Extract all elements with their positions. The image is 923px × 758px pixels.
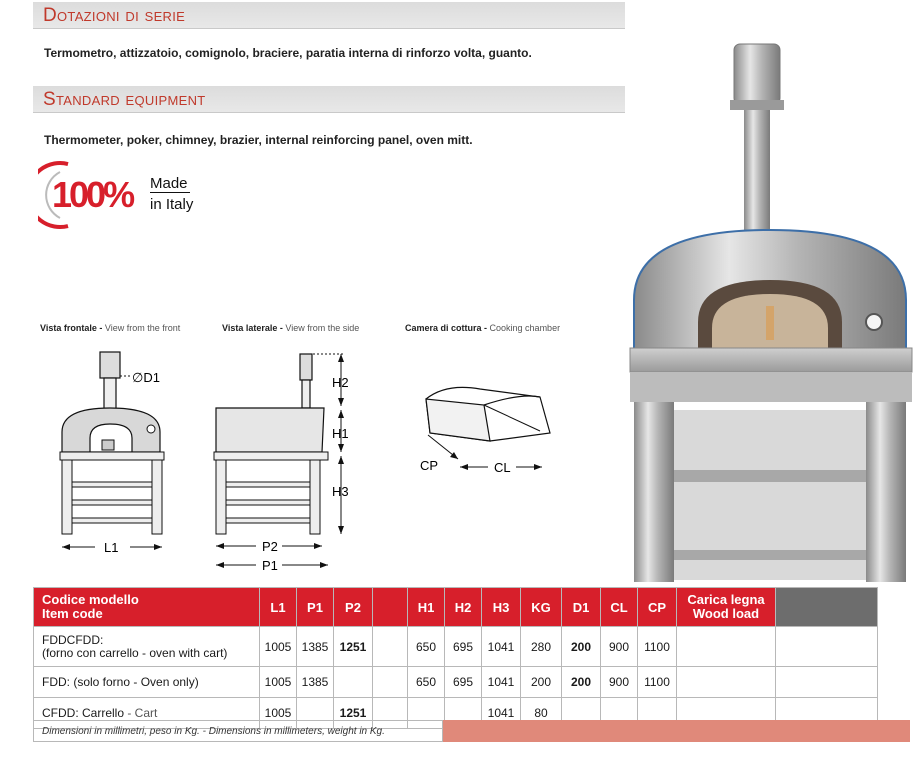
header-h2: H2	[445, 588, 482, 627]
cell-cp: 1100	[638, 667, 677, 698]
cell-kg: 200	[521, 667, 562, 698]
cell-l1: 1005	[260, 667, 297, 698]
cell-d1: 200	[562, 667, 601, 698]
spec-table	[33, 587, 878, 729]
cell-d1: 200	[562, 627, 601, 667]
cell-cl: 900	[601, 667, 638, 698]
header-h1: H1	[408, 588, 445, 627]
row-code: FDD: (solo forno - Oven only)	[34, 667, 260, 698]
made-in-italy-in-italy: in Italy	[150, 196, 194, 213]
table-row	[34, 627, 878, 667]
cell-l1: 1005	[260, 698, 297, 729]
cell-h1: 650	[408, 627, 445, 667]
chamber-caption: Camera di cottura - Cooking chamber	[405, 323, 561, 333]
dim-label-h2: H2	[332, 375, 349, 390]
dim-label-cl: CL	[494, 460, 511, 475]
header-d1: D1	[562, 588, 601, 627]
cell-h1: 650	[408, 667, 445, 698]
made-in-italy-made: Made	[150, 175, 188, 192]
header-item-code: Codice modello Item code	[34, 588, 260, 627]
cell-h3: 1041	[482, 698, 521, 729]
oven-product-image	[620, 30, 920, 590]
cell-wood-load	[677, 627, 776, 667]
section-bar-it	[33, 2, 625, 29]
made-in-italy-logo	[38, 160, 218, 230]
header-gray-cell	[776, 588, 878, 627]
cell-p2: 1251	[334, 698, 373, 729]
made-in-italy-percent: 100%	[52, 174, 133, 215]
header-cp: CP	[638, 588, 677, 627]
cell-p1: 1385	[297, 627, 334, 667]
cell-h2: 695	[445, 627, 482, 667]
cell-p2	[334, 667, 373, 698]
footer-color-band	[443, 720, 910, 742]
table-footnote: Dimensioni in millimetri, peso in Kg. - Dimensions in millimeters, weight in Kg.	[33, 720, 443, 742]
cell-extra	[776, 667, 878, 698]
row-code: FDDCFDD: (forno con carrello - oven with cart)	[34, 627, 260, 667]
cell-h3: 1041	[482, 627, 521, 667]
header-kg: KG	[521, 588, 562, 627]
cooking-chamber-diagram	[410, 375, 570, 485]
cell-kg: 280	[521, 627, 562, 667]
header-p1: P1	[297, 588, 334, 627]
table-row	[34, 667, 878, 698]
header-h3: H3	[482, 588, 521, 627]
header-p2: P2	[334, 588, 373, 627]
cell-cp: 1100	[638, 627, 677, 667]
section-title-en: Standard equipment	[43, 89, 206, 110]
dim-label-l1: L1	[104, 540, 119, 555]
table-header-row	[34, 588, 878, 627]
cell-h2: 695	[445, 667, 482, 698]
side-view-diagram	[210, 340, 370, 580]
equipment-text-it: Termometro, attizzatoio, comignolo, braciere, paratia interna di rinforzo volta, guanto.	[44, 46, 532, 60]
header-wood-load: Carica legna Wood load	[677, 588, 776, 627]
header-l1: L1	[260, 588, 297, 627]
dim-label-cp: CP	[420, 458, 439, 473]
cell-extra	[776, 627, 878, 667]
front-view-diagram	[40, 340, 190, 570]
section-bar-en	[33, 86, 625, 113]
cell-kg: 80	[521, 698, 562, 729]
cell-p2: 1251	[334, 627, 373, 667]
dim-label-h1: H1	[332, 426, 349, 441]
equipment-text-en: Thermometer, poker, chimney, brazier, internal reinforcing panel, oven mitt.	[44, 133, 473, 147]
cell-l1: 1005	[260, 627, 297, 667]
cell-h3: 1041	[482, 667, 521, 698]
cell-wood-load	[677, 667, 776, 698]
cell-cl: 900	[601, 627, 638, 667]
dim-label-d1: ∅D1	[132, 370, 160, 385]
cell-p1: 1385	[297, 667, 334, 698]
dim-label-p1: P1	[262, 558, 278, 573]
cell-blank	[373, 627, 408, 667]
side-view-caption: Vista laterale - View from the side	[222, 323, 360, 333]
dim-label-p2: P2	[262, 539, 278, 554]
front-view-caption: Vista frontale - View from the front	[40, 323, 181, 333]
cell-blank	[373, 667, 408, 698]
dim-label-h3: H3	[332, 484, 349, 499]
header-cl: CL	[601, 588, 638, 627]
header-blank	[373, 588, 408, 627]
row-code: CFDD: Carrello - Cart	[34, 698, 260, 729]
section-title-it: Dotazioni di serie	[43, 5, 186, 26]
